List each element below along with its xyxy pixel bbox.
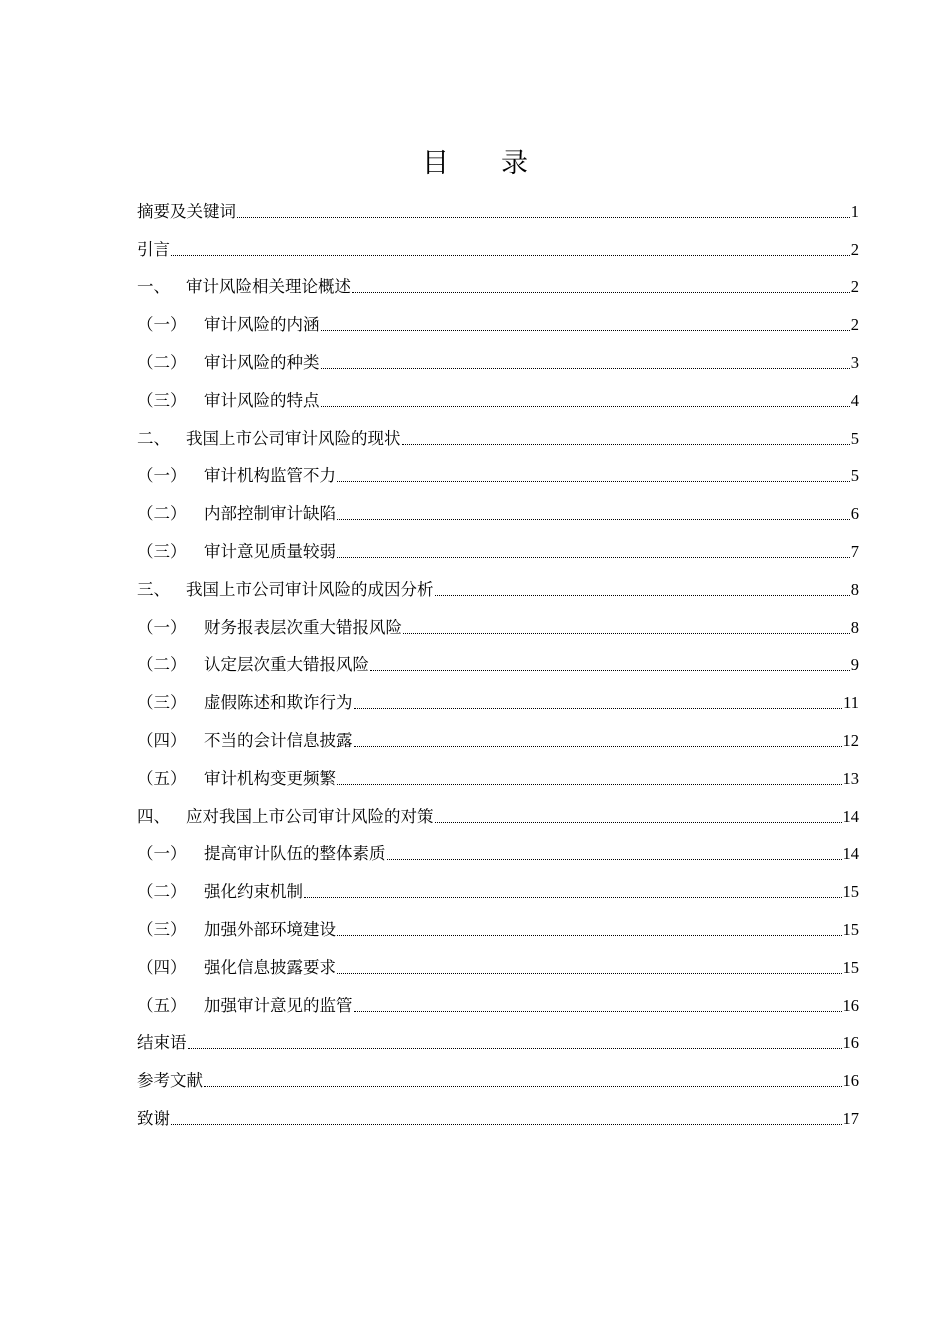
dot-leader [337,556,850,558]
toc-entry-page-number: 15 [842,882,859,902]
toc-entry-number: 二、 [137,428,170,448]
toc-entry-page-number: 5 [850,466,859,486]
dot-leader [354,745,842,747]
toc-entry[interactable] [137,675,859,713]
toc-entry-label: 加强审计意见的监管 [204,995,353,1015]
toc-entry-label: 审计风险的特点 [204,390,320,410]
toc-entry-label: 致谢 [137,1108,170,1128]
toc-entry-page-number: 3 [850,352,859,372]
toc-entry-label: 引言 [137,239,170,259]
dot-leader [337,934,842,936]
toc-entry-number: （四） [137,957,187,977]
toc-entry-number: 三、 [137,579,170,599]
dot-leader [402,443,850,445]
dot-leader [237,216,850,218]
toc-entry-number: （二） [137,504,187,524]
toc-entry[interactable] [137,1053,859,1091]
toc-entry[interactable] [137,713,859,751]
toc-entry-number: （二） [137,655,187,675]
toc-entry[interactable] [137,524,859,562]
dot-leader [321,329,850,331]
dot-leader [171,254,850,256]
dot-leader [435,594,850,596]
dot-leader [337,783,842,785]
toc-entry[interactable] [137,449,859,487]
title-char-right: 录 [501,148,528,179]
toc-entry-label: 我国上市公司审计风险的成因分析 [186,579,434,599]
toc-entry[interactable] [137,751,859,789]
toc-entry-page-number: 15 [842,957,859,977]
toc-entry[interactable] [137,638,859,676]
dot-leader [171,1123,842,1125]
toc-entry[interactable] [137,864,859,902]
toc-entry-page-number: 9 [850,655,859,675]
toc-entry-page-number: 2 [850,239,859,259]
toc-entry[interactable] [137,827,859,865]
toc-entry[interactable] [137,789,859,827]
toc-entry-number: （三） [137,390,187,410]
dot-leader [370,669,850,671]
toc-entry-label: 摘要及关键词 [137,201,236,221]
toc-entry-label: 审计风险的种类 [204,352,320,372]
toc-entry[interactable] [137,1016,859,1054]
toc-entry[interactable] [137,486,859,524]
toc-entry-page-number: 16 [842,1071,859,1091]
page-title [0,142,950,186]
toc-entry[interactable] [137,562,859,600]
toc-entry-label: 提高审计队伍的整体素质 [204,844,386,864]
toc-entry-page-number: 14 [842,844,859,864]
toc-entry-page-number: 2 [850,277,859,297]
dot-leader [188,1047,842,1049]
toc-entry-label: 参考文献 [137,1071,203,1091]
toc-entry-number: （三） [137,693,187,713]
toc-entry-label: 加强外部环境建设 [204,919,336,939]
dot-leader [304,896,842,898]
table-of-contents [137,184,859,1129]
title-char-left: 目 [422,148,449,179]
dot-leader [321,405,850,407]
toc-entry-number: （一） [137,466,187,486]
dot-leader [354,707,843,709]
toc-entry[interactable] [137,260,859,298]
toc-entry[interactable] [137,600,859,638]
dot-leader [352,291,850,293]
toc-entry-label: 审计风险相关理论概述 [186,277,351,297]
toc-entry-number: （二） [137,882,187,902]
toc-entry-label: 审计机构监管不力 [204,466,336,486]
toc-entry-label: 审计机构变更频繁 [204,768,336,788]
toc-entry-page-number: 7 [850,541,859,561]
toc-entry[interactable] [137,902,859,940]
toc-entry-number: （一） [137,315,187,335]
toc-entry[interactable] [137,978,859,1016]
toc-entry[interactable] [137,184,859,222]
toc-entry-label: 审计风险的内涵 [204,315,320,335]
dot-leader [204,1085,842,1087]
toc-entry[interactable] [137,373,859,411]
toc-entry-page-number: 6 [850,504,859,524]
dot-leader [337,972,842,974]
toc-entry[interactable] [137,222,859,260]
toc-entry-label: 财务报表层次重大错报风险 [204,617,402,637]
toc-entry-number: （四） [137,730,187,750]
toc-entry-label: 应对我国上市公司审计风险的对策 [186,806,434,826]
toc-entry-number: （二） [137,352,187,372]
toc-entry-label: 审计意见质量较弱 [204,541,336,561]
toc-entry-page-number: 4 [850,390,859,410]
toc-entry-page-number: 16 [842,995,859,1015]
toc-entry-number: （一） [137,617,187,637]
toc-entry-number: 四、 [137,806,170,826]
toc-entry-label: 不当的会计信息披露 [204,730,353,750]
toc-entry-page-number: 17 [842,1108,859,1128]
toc-entry[interactable] [137,411,859,449]
dot-leader [435,821,842,823]
toc-entry-number: （三） [137,919,187,939]
dot-leader [387,858,842,860]
toc-entry-page-number: 13 [842,768,859,788]
toc-entry-number: （一） [137,844,187,864]
toc-entry-page-number: 15 [842,919,859,939]
toc-entry-page-number: 11 [843,693,859,713]
toc-entry[interactable] [137,1091,859,1129]
toc-entry-label: 虚假陈述和欺诈行为 [204,693,353,713]
toc-entry-label: 结束语 [137,1033,187,1053]
toc-entry[interactable] [137,940,859,978]
toc-entry-page-number: 12 [842,730,859,750]
toc-entry-page-number: 8 [850,579,859,599]
toc-entry-label: 内部控制审计缺陷 [204,504,336,524]
toc-entry-page-number: 16 [842,1033,859,1053]
toc-entry-page-number: 1 [850,201,859,221]
toc-entry-number: （三） [137,541,187,561]
toc-entry-number: （五） [137,995,187,1015]
toc-entry-label: 我国上市公司审计风险的现状 [186,428,401,448]
dot-leader [321,367,850,369]
toc-entry-label: 强化约束机制 [204,882,303,902]
toc-entry-page-number: 5 [850,428,859,448]
toc-entry-page-number: 14 [842,806,859,826]
dot-leader [354,1010,842,1012]
toc-entry[interactable] [137,297,859,335]
toc-entry-page-number: 8 [850,617,859,637]
toc-entry-number: 一、 [137,277,170,297]
dot-leader [337,518,850,520]
toc-entry-label: 认定层次重大错报风险 [204,655,369,675]
toc-entry-page-number: 2 [850,315,859,335]
toc-entry-label: 强化信息披露要求 [204,957,336,977]
toc-entry[interactable] [137,335,859,373]
toc-entry-number: （五） [137,768,187,788]
dot-leader [337,480,850,482]
dot-leader [403,632,850,634]
